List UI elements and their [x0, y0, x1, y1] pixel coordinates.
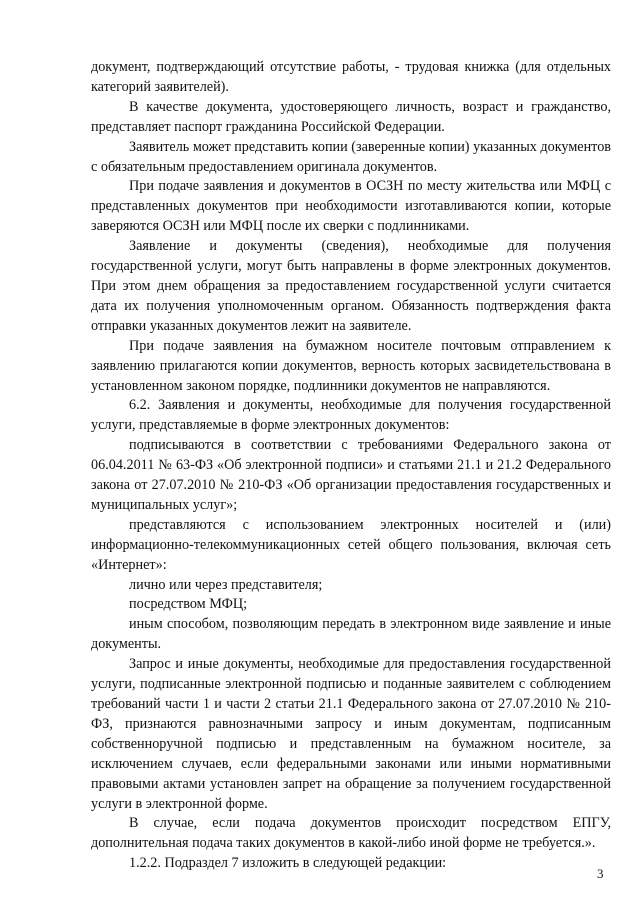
list-item-other-way: иным способом, позволяющим передать в электронном виде заявление и иные документы. — [91, 616, 611, 653]
paragraph-submitted: представляются с использованием электронных носителей и (или) информационно-телекоммуникационных сетей общего пользования, включая сеть «Интернет»: — [91, 516, 611, 573]
paragraph-identity-document: В качестве документа, удостоверяющего личность, возраст и гражданство, представляет паспорт гражданина Российской Федерации. — [91, 98, 611, 135]
paragraph-electronic-documents: Заявление и документы (сведения), необходимые для получения государственной услуги, могут быть направлены в форме электронных документов. При этом днем обращения за предоставлением государственной услуги считается дата их получения уполномоченным органом. Обязанность подтверждения факта отправки указанных документов лежит на заявителе. — [91, 238, 611, 334]
paragraph-request-equivalence: Запрос и иные документы, необходимые для предоставления государственной услуги, подписанные электронной подписью и поданные заявителем с соблюдением требований части 1 и части 2 статьи 21.1 Федерального закона от 27.07.2010 № 210-ФЗ, признаются равнозначными запросу и иным документам, подписанным собственноручной подписью и представленным на бумажном носителе, за исключением случаев, если федеральными законами или иными нормативными правовыми актами установлен запрет на обращение за получением государственной услуги в электронной форме. — [91, 656, 611, 812]
paragraph-signed: подписываются в соответствии с требованиями Федерального закона от 06.04.2011 № 63-ФЗ «Об электронной подписи» и статьями 21.1 и 21.2 Федерального закона от 27.07.2010 № 210-ФЗ «Об организации предоставления государственных и муниципальных услуг»; — [91, 437, 611, 513]
paragraph-continuation: документ, подтверждающий отсутствие работы, - трудовая книжка (для отдельных категорий заявителей). — [91, 59, 611, 95]
paragraph-postal: При подаче заявления на бумажном носителе почтовым отправлением к заявлению прилагаются копии документов, верность которых засвидетельствована в установленном законом порядке, подлинники документов не направляются. — [91, 337, 611, 394]
paragraph-oszn-mfc: При подаче заявления и документов в ОСЗН по месту жительства или МФЦ с представленных документов при необходимости изготавливаются копии, которые заверяются ОСЗН или МФЦ после их сверки с подлинниками. — [91, 178, 611, 235]
paragraph-epgu: В случае, если подача документов происходит посредством ЕПГУ, дополнительная подача таких документов в какой-либо иной форме не требуется.». — [91, 815, 611, 852]
paragraph-section-6-2: 6.2. Заявления и документы, необходимые для получения государственной услуги, представляемые в форме электронных документов: — [91, 397, 611, 434]
page-number: 3 — [597, 866, 604, 881]
document-page — [91, 58, 611, 874]
list-item-personally: лично или через представителя; — [129, 576, 323, 593]
paragraph-copies: Заявитель может представить копии (заверенные копии) указанных документов с обязательным предоставлением оригинала документов. — [91, 138, 611, 175]
list-item-mfc: посредством МФЦ; — [129, 596, 248, 613]
paragraph-subsection-7: 1.2.2. Подраздел 7 изложить в следующей редакции: — [129, 855, 447, 872]
